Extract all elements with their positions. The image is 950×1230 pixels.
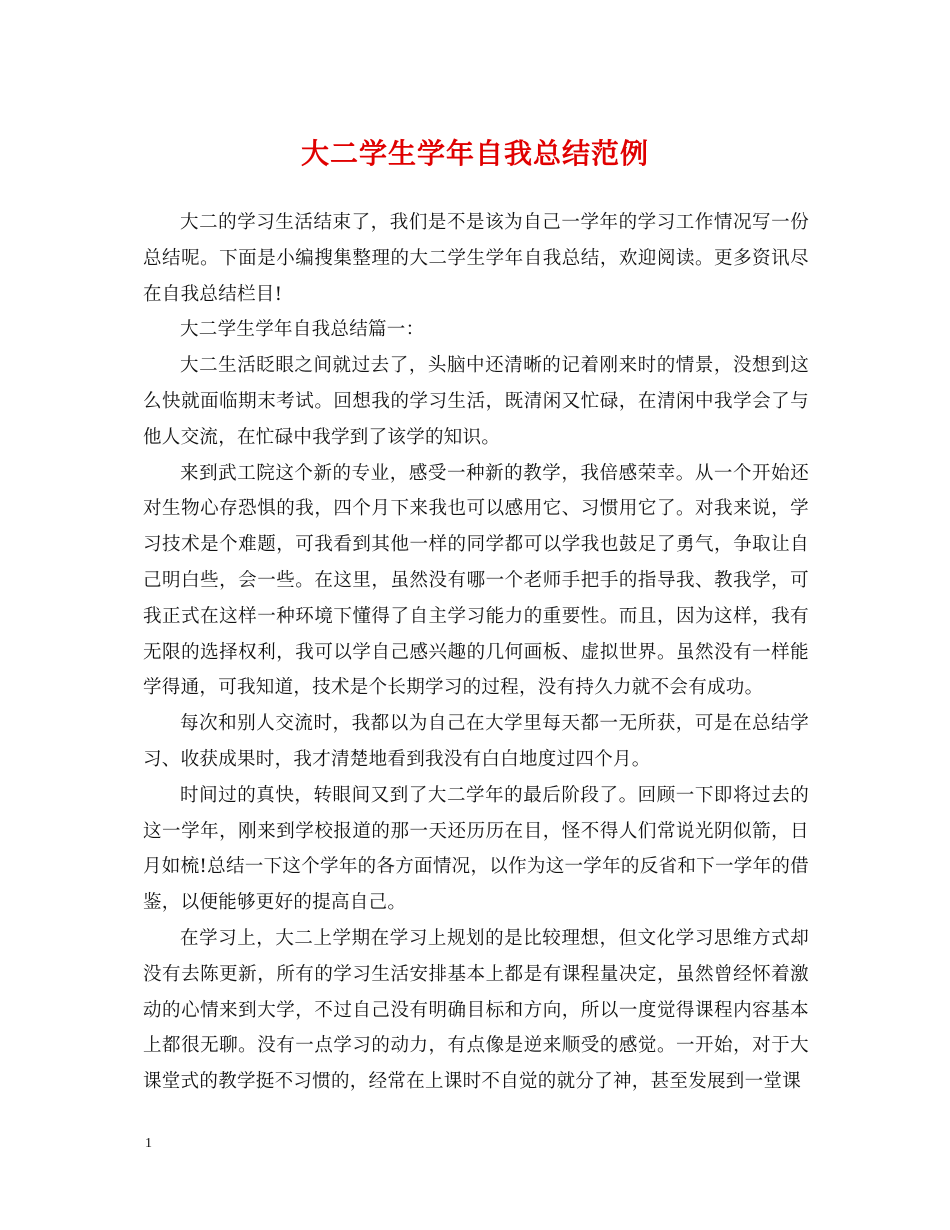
- paragraph-section-heading: 大二学生学年自我总结篇一：: [180, 319, 425, 341]
- paragraph: 在学习上，大二上学期在学习上规划的是比较理想，但文化学习思维方式却没有去陈更新，所有的学习生活安排基本上都是有课程量决定，虽然曾经怀着激动的心情来到大学，不过自己没有明确目标和方向，所以一度觉得课程内容基本上都很无聊。没有一点学习的动力，有点像是逆来顺受的感觉。一开始，对于大课堂式的教学挺不习惯的，经常在上课时不自觉的就分了神，甚至发展到一堂课: [143, 927, 809, 1093]
- paragraph: 时间过的真快，转眼间又到了大二学年的最后阶段了。回顾一下即将过去的这一学年，刚来到学校报道的那一天还历历在目，怪不得人们常说光阴似箭，日月如梳!总结一下这个学年的各方面情况，以作为这一学年的反省和下一学年的借鉴，以便能够更好的提高自己。: [143, 784, 809, 914]
- paragraph: 每次和别人交流时，我都以为自己在大学里每天都一无所获，可是在总结学习、收获成果时，我才清楚地看到我没有白白地度过四个月。: [143, 713, 809, 770]
- document-body: [143, 205, 809, 1100]
- paragraph: 来到武工院这个新的专业，感受一种新的教学，我倍感荣幸。从一个开始还对生物心存恐惧的我，四个月下来我也可以感用它、习惯用它了。对我来说，学习技术是个难题，可我看到其他一样的同学都可以学我也鼓足了勇气，争取让自己明白些，会一些。在这里，虽然没有哪一个老师手把手的指导我、教我学，可我正式在这样一种环境下懂得了自主学习能力的重要性。而且，因为这样，我有无限的选择权利，我可以学自己感兴趣的几何画板、虚拟世界。虽然没有一样能学得通，可我知道，技术是个长期学习的过程，没有持久力就不会有成功。: [143, 462, 809, 699]
- page-number: 1: [145, 1136, 152, 1151]
- paragraph-intro: 大二的学习生活结束了，我们是不是该为自己一学年的学习工作情况写一份总结呢。下面是小编搜集整理的大二学生学年自我总结，欢迎阅读。更多资讯尽在自我总结栏目!: [143, 212, 809, 305]
- document-title: 大二学生学年自我总结范例: [300, 137, 649, 170]
- paragraph: 大二生活眨眼之间就过去了，头脑中还清晰的记着刚来时的情景，没想到这么快就面临期末考试。回想我的学习生活，既清闲又忙碌，在清闲中我学会了与他人交流，在忙碌中我学到了该学的知识。: [143, 355, 809, 448]
